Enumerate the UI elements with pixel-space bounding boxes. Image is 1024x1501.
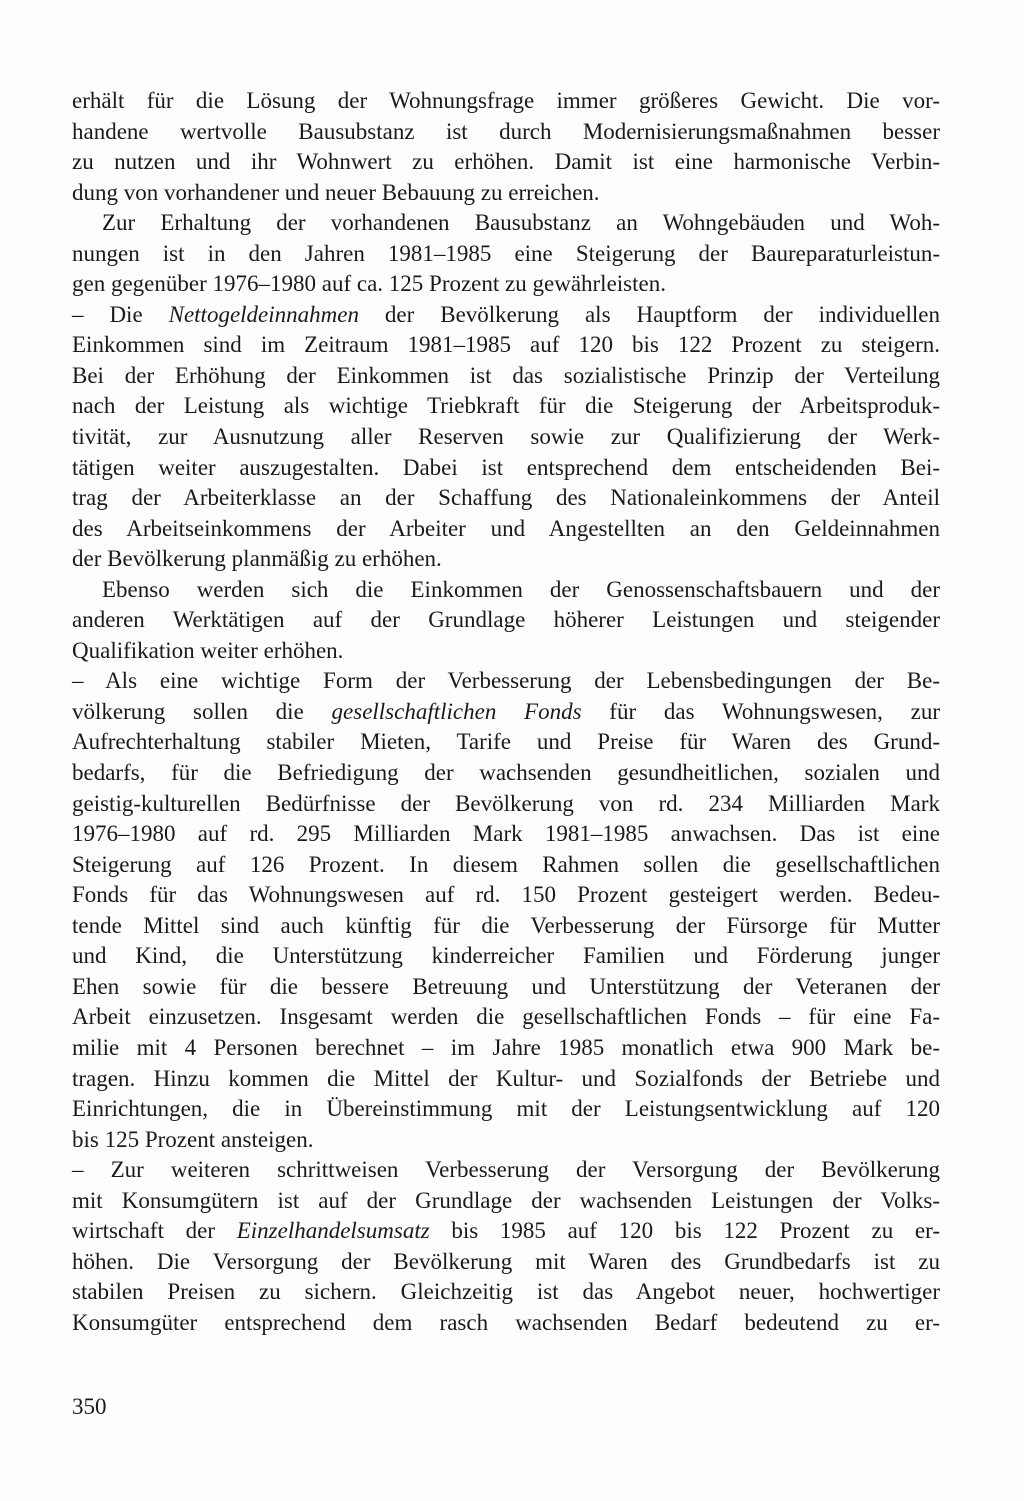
text-segment: Zur Erhaltung der vorhandenen Bausubstanz an Wohngebäuden und Woh- [102, 210, 940, 236]
text-line [72, 422, 940, 453]
text-segment: Qualifikation weiter erhöhen. [72, 637, 344, 663]
text-segment: tätigen weiter auszugestalten. Dabei ist entsprechend dem entscheidenden Bei- [72, 454, 940, 480]
text-segment: nach der Leistung als wichtige Triebkraft für die Steigerung der Arbeitsproduk- [72, 393, 940, 419]
text-segment: anderen Werktätigen auf der Grundlage höherer Leistungen und steigender [72, 607, 940, 633]
text-line [72, 1247, 940, 1278]
text-segment: des Arbeitseinkommens der Arbeiter und Angestellten an den Geldeinnahmen [72, 515, 940, 541]
text-line [72, 727, 940, 758]
text-line [72, 1308, 940, 1339]
page-number: 350 [72, 1394, 107, 1419]
text-line [72, 208, 940, 239]
text-line [72, 147, 940, 178]
text-line [72, 1155, 940, 1186]
text-segment: Arbeit einzusetzen. Insgesamt werden die gesellschaftlichen Fonds – für eine Fa- [72, 1004, 940, 1030]
text-line [72, 666, 940, 697]
emphasized-term: Einzelhandelsumsatz [236, 1218, 430, 1244]
text-segment: geistig-kulturellen Bedürfnisse der Bevölkerung von rd. 234 Milliarden Mark [72, 790, 940, 816]
text-segment: tende Mittel sind auch künftig für die Verbesserung der Fürsorge für Mutter [72, 912, 940, 938]
text-line [72, 758, 940, 789]
text-line [72, 239, 940, 270]
text-segment: Bei der Erhöhung der Einkommen ist das sozialistische Prinzip der Verteilung [72, 362, 940, 388]
text-line [72, 636, 940, 667]
text-segment: bis 125 Prozent ansteigen. [72, 1126, 314, 1152]
text-segment: – Als eine wichtige Form der Verbesserung der Lebensbedingungen der Be- [72, 668, 940, 694]
text-segment: mit Konsumgütern ist auf der Grundlage der wachsenden Leistungen der Volks- [72, 1187, 940, 1213]
text-line [72, 819, 940, 850]
text-segment: wirtschaft der [72, 1218, 237, 1244]
text-line [72, 178, 940, 209]
text-segment: Ebenso werden sich die Einkommen der Genossenschaftsbauern und der [102, 576, 940, 602]
text-line [72, 941, 940, 972]
text-segment: dung von vorhandener und neuer Bebauung zu erreichen. [72, 179, 600, 205]
text-line [72, 300, 940, 331]
text-segment: der Bevölkerung als Hauptform der individuellen [358, 301, 941, 327]
text-segment: völkerung sollen die [72, 698, 332, 724]
text-line [72, 1033, 940, 1064]
text-line [72, 880, 940, 911]
text-line [72, 514, 940, 545]
text-line [72, 330, 940, 361]
text-line [72, 1002, 940, 1033]
text-segment: bedarfs, für die Befriedigung der wachsenden gesundheitlichen, sozialen und [72, 760, 940, 786]
text-line [72, 1125, 940, 1156]
text-segment: stabilen Preisen zu sichern. Gleichzeitig ist das Angebot neuer, hochwertiger [72, 1279, 940, 1305]
text-segment: der Bevölkerung planmäßig zu erhöhen. [72, 546, 442, 572]
text-segment: für das Wohnungswesen, zur [581, 698, 940, 724]
text-line [72, 453, 940, 484]
text-segment: trag der Arbeiterklasse an der Schaffung des Nationaleinkommens der Anteil [72, 485, 940, 511]
text-line [72, 86, 940, 117]
text-line [72, 1216, 940, 1247]
text-segment: Steigerung auf 126 Prozent. In diesem Rahmen sollen die gesellschaftlichen [72, 851, 940, 877]
text-line [72, 391, 940, 422]
text-segment: Einrichtungen, die in Übereinstimmung mit der Leistungsentwicklung auf 120 [72, 1096, 940, 1122]
text-segment: milie mit 4 Personen berechnet – im Jahre 1985 monatlich etwa 900 Mark be- [72, 1034, 940, 1060]
text-line [72, 269, 940, 300]
text-line [72, 972, 940, 1003]
text-segment: bis 1985 auf 120 bis 122 Prozent zu er- [429, 1218, 940, 1244]
text-segment: nungen ist in den Jahren 1981–1985 eine Steigerung der Baureparaturleistun- [72, 240, 940, 266]
body-text [72, 86, 940, 1338]
text-segment: Aufrechterhaltung stabiler Mieten, Tarife und Preise für Waren des Grund- [72, 729, 940, 755]
emphasized-term: gesellschaftlichen Fonds [331, 698, 582, 724]
text-line [72, 605, 940, 636]
text-line [72, 544, 940, 575]
text-segment: – Die [72, 301, 169, 327]
text-segment: Konsumgüter entsprechend dem rasch wachsenden Bedarf bedeutend zu er- [72, 1309, 940, 1335]
text-line [72, 117, 940, 148]
emphasized-term: Nettogeldeinnahmen [168, 301, 359, 327]
text-segment: höhen. Die Versorgung der Bevölkerung mit Waren des Grundbedarfs ist zu [72, 1248, 940, 1274]
text-segment: Fonds für das Wohnungswesen auf rd. 150 Prozent gesteigert werden. Bedeu- [72, 882, 940, 908]
text-segment: handene wertvolle Bausubstanz ist durch Modernisierungsmaßnahmen besser [72, 118, 940, 144]
text-segment: erhält für die Lösung der Wohnungsfrage immer größeres Gewicht. Die vor- [72, 88, 940, 113]
text-line [72, 789, 940, 820]
text-line [72, 1064, 940, 1095]
text-line [72, 1277, 940, 1308]
text-line [72, 697, 940, 728]
text-line [72, 1094, 940, 1125]
text-segment: tragen. Hinzu kommen die Mittel der Kultur- und Sozialfonds der Betriebe und [72, 1065, 940, 1091]
text-line [72, 1186, 940, 1217]
text-line [72, 361, 940, 392]
text-segment: gen gegenüber 1976–1980 auf ca. 125 Prozent zu gewährleisten. [72, 271, 666, 297]
text-line [72, 483, 940, 514]
text-line [72, 575, 940, 606]
text-segment: und Kind, die Unterstützung kinderreicher Familien und Förderung junger [72, 943, 940, 969]
text-segment: Einkommen sind im Zeitraum 1981–1985 auf 120 bis 122 Prozent zu steigern. [72, 332, 940, 358]
text-segment: zu nutzen und ihr Wohnwert zu erhöhen. Damit ist eine harmonische Verbin- [72, 149, 940, 175]
text-segment: tivität, zur Ausnutzung aller Reserven sowie zur Qualifizierung der Werk- [72, 424, 940, 450]
text-segment: – Zur weiteren schrittweisen Verbesserung der Versorgung der Bevölkerung [72, 1157, 940, 1183]
text-segment: Ehen sowie für die bessere Betreuung und Unterstützung der Veteranen der [72, 973, 940, 999]
text-line [72, 911, 940, 942]
text-segment: 1976–1980 auf rd. 295 Milliarden Mark 1981–1985 anwachsen. Das ist eine [72, 821, 940, 847]
text-line [72, 850, 940, 881]
